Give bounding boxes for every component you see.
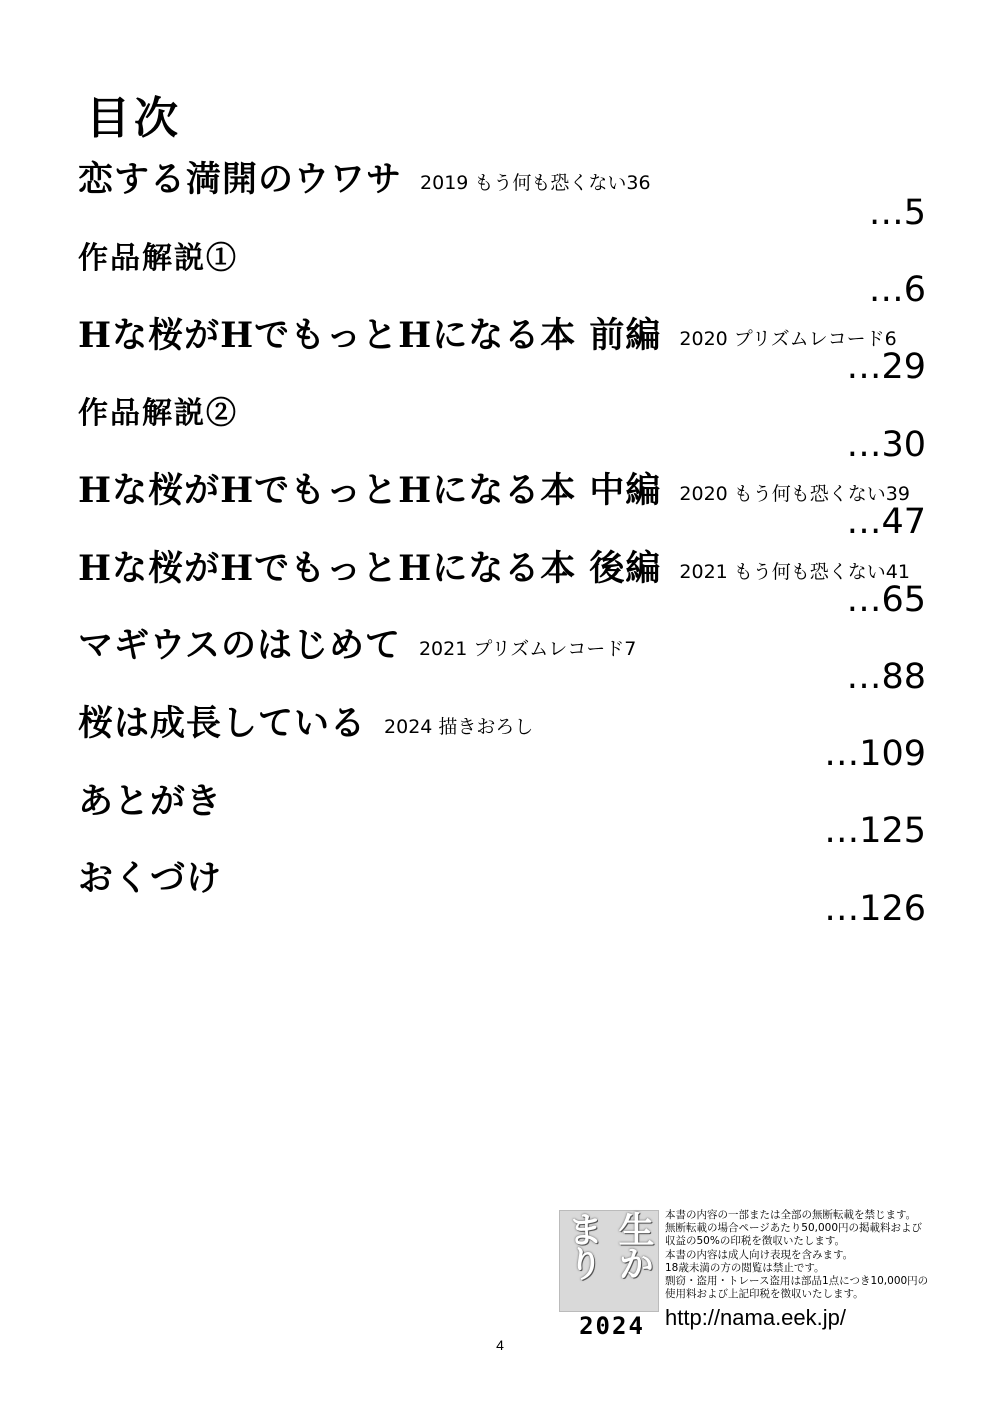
toc-title-text: Hな桜がHでもっとHになる本 中編 (78, 470, 662, 511)
toc-entry-title (78, 618, 636, 668)
page-number: 4 (496, 1337, 504, 1353)
toc-entry-title (78, 463, 910, 513)
toc-title-text: Hな桜がHでもっとHになる本 後編 (78, 548, 662, 589)
toc-entry-note: 2024 描きおろし (384, 716, 534, 738)
toc-title-text: 桜は成長している (78, 703, 367, 744)
toc-title-text: 作品解説② (78, 396, 238, 431)
toc-heading: 目次 (86, 93, 182, 144)
notice-line: 使用料および上記印税を徴収いたします。 (665, 1288, 864, 1301)
toc-entry-page: …47 (846, 502, 926, 542)
toc-title-text: あとがき (78, 781, 223, 822)
notice-line: 18歳未満の方の閲覧は禁止です。 (665, 1261, 825, 1274)
toc-entry-title (78, 774, 222, 824)
toc-entry-page: …65 (846, 580, 926, 620)
toc-entry-title (78, 388, 238, 432)
toc-entry-note: 2021 もう何も恐くない41 (679, 561, 910, 583)
toc-title-text: 恋する満開のウワサ (78, 159, 403, 200)
toc-entry-title (78, 696, 533, 746)
toc-entry-note: 2019 もう何も恐くない36 (420, 172, 651, 194)
toc-entry-page: …29 (846, 347, 926, 387)
toc-entry-page: …109 (824, 734, 926, 774)
toc-entry-page: …126 (824, 889, 926, 929)
toc-entry-title (78, 851, 222, 901)
toc-entry-title (78, 308, 897, 358)
toc-title-text: おくづけ (78, 858, 223, 899)
toc-entry-page: …6 (868, 270, 926, 310)
toc-entry-page: …88 (846, 657, 926, 697)
toc-entry-page: …30 (846, 425, 926, 465)
toc-entry-title (78, 233, 238, 277)
notice-line: 本書の内容の一部または全部の無断転載を禁じます。 (665, 1209, 917, 1221)
notice-line: 収益の50%の印税を徴収いたします。 (665, 1235, 845, 1248)
toc-entry-page: …5 (868, 193, 926, 233)
notice-line: 本書の内容は成人向け表現を含みます。 (665, 1248, 854, 1261)
toc-entry-note: 2020 もう何も恐くない39 (679, 483, 910, 505)
logo-year: 2024 (579, 1312, 645, 1340)
toc-entry-note: 2021 プリズムレコード7 (418, 638, 637, 660)
toc-entry-title (78, 152, 651, 202)
toc-title-text: Hな桜がHでもっとHになる本 前編 (78, 315, 662, 356)
copyright-notice (665, 1209, 945, 1301)
toc-entry-page: …125 (824, 811, 926, 851)
toc-title-text: マギウスのはじめて (78, 625, 401, 666)
notice-line: 無断転載の場合ページあたり50,000円の掲載料および (665, 1222, 923, 1235)
website-url: http://nama.eek.jp/ (665, 1305, 846, 1330)
toc-entry-title (78, 541, 910, 591)
circle-logo: 生かまり (559, 1210, 659, 1312)
notice-line: 剽窃・盗用・トレース盗用は部品1点につき10,000円の (665, 1275, 929, 1288)
toc-title-text: 作品解説① (78, 241, 238, 276)
toc-entry-note: 2020 プリズムレコード6 (679, 328, 897, 350)
